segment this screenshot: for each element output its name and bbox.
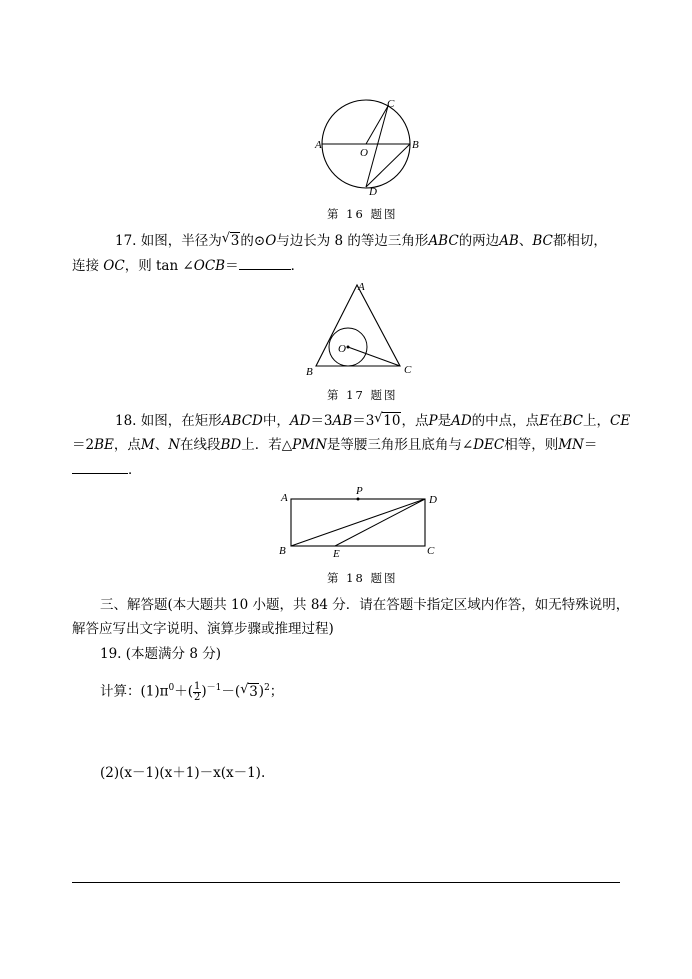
label-e: E	[333, 548, 340, 560]
sqrt-10: √ 10	[374, 411, 401, 429]
segment-ed	[335, 499, 425, 546]
q18-line1: 18. 如图，在矩形ABCD中，AD＝3AB＝3 √ 10，点P是AD的中点，点E在BC上，CE	[115, 411, 631, 429]
triangle-abc	[316, 285, 400, 366]
q17-line1: 17. 如图，半径为 √ 3的⊙O与边长为 8 的等边三角形ABC的两边AB、BC都相切，	[115, 231, 607, 249]
caption-fig18: 第 18 题图	[327, 571, 398, 585]
diagonal-bd	[291, 499, 425, 546]
label-o: O	[360, 147, 368, 159]
label-b: B	[279, 545, 286, 557]
label-p: P	[356, 485, 363, 497]
label-c: C	[427, 545, 435, 557]
segment-db	[366, 144, 410, 187]
point-p	[357, 498, 360, 501]
center-dot	[347, 346, 350, 349]
label-b: B	[306, 366, 313, 378]
q17-line2: 连接 OC，则 tan ∠OCB＝ ．	[72, 255, 304, 276]
label-d: D	[369, 186, 377, 198]
segment-oc	[366, 106, 388, 144]
caption-fig16: 第 16 题图	[327, 207, 398, 221]
label-c: C	[404, 364, 412, 376]
caption-fig17: 第 17 题图	[327, 388, 398, 402]
q19-header: 19. (本题满分 8 分)	[100, 646, 221, 662]
q17-text: 如图，半径为	[140, 233, 222, 249]
section3-line1: 三、解答题(本大题共 10 小题，共 84 分．请在答题卡指定区域内作答，如无特殊说明，	[100, 597, 630, 613]
answer-blank[interactable]	[72, 459, 128, 474]
segment-oc	[348, 347, 400, 366]
label-c: C	[387, 98, 395, 110]
label-d: D	[429, 494, 437, 506]
figure-18	[275, 484, 445, 560]
fraction-one-half: $\frac{1}{2}$	[194, 680, 201, 703]
q18-line2: ＝2BE，点M、N在线段BD上．若△PMN是等腰三角形且底角与∠DEC相等，则MN＝	[72, 437, 598, 453]
answer-blank[interactable]	[239, 255, 291, 270]
q17-number: 17.	[115, 233, 137, 249]
label-a: A	[281, 492, 288, 504]
figure-16	[312, 95, 422, 200]
q18-line3: ．	[72, 459, 142, 480]
figure-17	[302, 280, 420, 378]
chord-cd	[366, 106, 388, 187]
q19-part2: (2)(x－1)(x＋1)－x(x－1).	[100, 765, 266, 781]
section3-line2: 解答应写出文字说明、演算步骤或推理过程)	[72, 621, 334, 637]
label-a: A	[358, 281, 365, 293]
label-b: B	[412, 139, 419, 151]
label-o: O	[338, 343, 346, 355]
sqrt-3: √ 3	[221, 231, 240, 249]
page-bottom-rule	[72, 882, 620, 883]
sqrt-3: √ 3	[240, 681, 258, 700]
q19-part1: 计算：$(1)\pi^0+$( $\frac{1}{2}$ )$^{-1}$－( √ 3)$^2$；	[100, 680, 284, 703]
label-a: A	[315, 139, 322, 151]
